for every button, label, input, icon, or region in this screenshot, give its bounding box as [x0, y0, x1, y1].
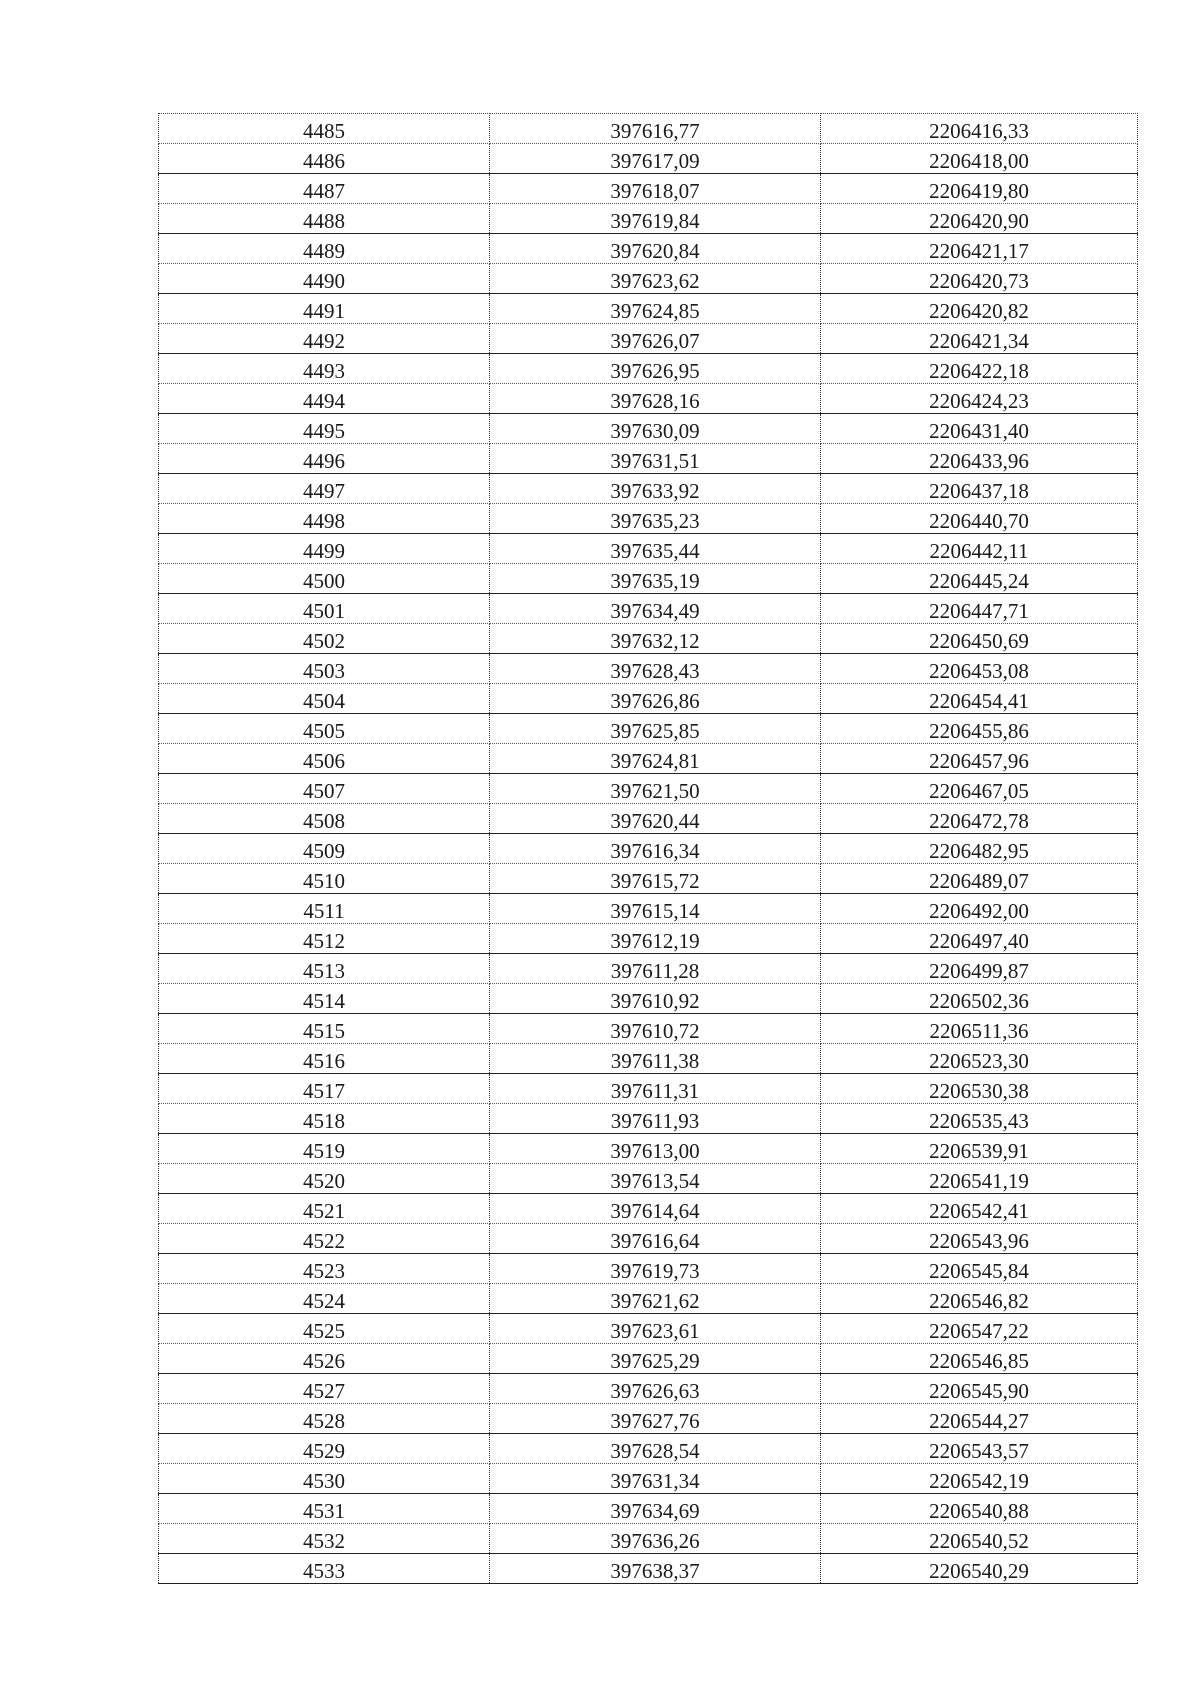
- table-row: [159, 1374, 1138, 1404]
- x-coordinate-cell: 397635,19: [490, 564, 821, 594]
- x-coordinate-cell: 397611,28: [490, 954, 821, 984]
- y-coordinate-cell: 2206499,87: [821, 954, 1138, 984]
- table-row: [159, 324, 1138, 354]
- table-row: [159, 1194, 1138, 1224]
- x-coordinate-cell: 397616,77: [490, 114, 821, 144]
- y-coordinate-cell: 2206523,30: [821, 1044, 1138, 1074]
- x-coordinate-cell: 397631,51: [490, 444, 821, 474]
- point-number-cell: 4504: [159, 684, 490, 714]
- point-number-cell: 4500: [159, 564, 490, 594]
- point-number-cell: 4528: [159, 1404, 490, 1434]
- table-row: [159, 1344, 1138, 1374]
- table-row: [159, 1074, 1138, 1104]
- x-coordinate-cell: 397634,49: [490, 594, 821, 624]
- coordinates-table-body: [159, 114, 1138, 1584]
- point-number-cell: 4511: [159, 894, 490, 924]
- y-coordinate-cell: 2206511,36: [821, 1014, 1138, 1044]
- point-number-cell: 4513: [159, 954, 490, 984]
- y-coordinate-cell: 2206453,08: [821, 654, 1138, 684]
- y-coordinate-cell: 2206420,90: [821, 204, 1138, 234]
- table-row: [159, 1434, 1138, 1464]
- x-coordinate-cell: 397620,84: [490, 234, 821, 264]
- y-coordinate-cell: 2206420,82: [821, 294, 1138, 324]
- x-coordinate-cell: 397619,84: [490, 204, 821, 234]
- table-row: [159, 1554, 1138, 1584]
- table-row: [159, 354, 1138, 384]
- y-coordinate-cell: 2206450,69: [821, 624, 1138, 654]
- table-row: [159, 1464, 1138, 1494]
- point-number-cell: 4529: [159, 1434, 490, 1464]
- x-coordinate-cell: 397611,31: [490, 1074, 821, 1104]
- point-number-cell: 4493: [159, 354, 490, 384]
- point-number-cell: 4486: [159, 144, 490, 174]
- point-number-cell: 4501: [159, 594, 490, 624]
- point-number-cell: 4520: [159, 1164, 490, 1194]
- x-coordinate-cell: 397617,09: [490, 144, 821, 174]
- table-row: [159, 474, 1138, 504]
- point-number-cell: 4532: [159, 1524, 490, 1554]
- y-coordinate-cell: 2206455,86: [821, 714, 1138, 744]
- y-coordinate-cell: 2206544,27: [821, 1404, 1138, 1434]
- table-row: [159, 234, 1138, 264]
- y-coordinate-cell: 2206540,88: [821, 1494, 1138, 1524]
- point-number-cell: 4523: [159, 1254, 490, 1284]
- x-coordinate-cell: 397627,76: [490, 1404, 821, 1434]
- x-coordinate-cell: 397638,37: [490, 1554, 821, 1584]
- y-coordinate-cell: 2206482,95: [821, 834, 1138, 864]
- y-coordinate-cell: 2206497,40: [821, 924, 1138, 954]
- y-coordinate-cell: 2206424,23: [821, 384, 1138, 414]
- y-coordinate-cell: 2206454,41: [821, 684, 1138, 714]
- x-coordinate-cell: 397625,29: [490, 1344, 821, 1374]
- x-coordinate-cell: 397616,64: [490, 1224, 821, 1254]
- x-coordinate-cell: 397613,00: [490, 1134, 821, 1164]
- x-coordinate-cell: 397616,34: [490, 834, 821, 864]
- table-row: [159, 744, 1138, 774]
- table-row: [159, 954, 1138, 984]
- y-coordinate-cell: 2206467,05: [821, 774, 1138, 804]
- table-row: [159, 654, 1138, 684]
- table-row: [159, 1224, 1138, 1254]
- y-coordinate-cell: 2206442,11: [821, 534, 1138, 564]
- y-coordinate-cell: 2206543,57: [821, 1434, 1138, 1464]
- table-row: [159, 864, 1138, 894]
- x-coordinate-cell: 397636,26: [490, 1524, 821, 1554]
- x-coordinate-cell: 397632,12: [490, 624, 821, 654]
- x-coordinate-cell: 397620,44: [490, 804, 821, 834]
- point-number-cell: 4499: [159, 534, 490, 564]
- y-coordinate-cell: 2206539,91: [821, 1134, 1138, 1164]
- table-row: [159, 504, 1138, 534]
- x-coordinate-cell: 397619,73: [490, 1254, 821, 1284]
- point-number-cell: 4526: [159, 1344, 490, 1374]
- point-number-cell: 4517: [159, 1074, 490, 1104]
- table-row: [159, 204, 1138, 234]
- table-row: [159, 444, 1138, 474]
- table-row: [159, 1164, 1138, 1194]
- table-row: [159, 294, 1138, 324]
- x-coordinate-cell: 397611,38: [490, 1044, 821, 1074]
- y-coordinate-cell: 2206502,36: [821, 984, 1138, 1014]
- y-coordinate-cell: 2206543,96: [821, 1224, 1138, 1254]
- table-row: [159, 594, 1138, 624]
- x-coordinate-cell: 397618,07: [490, 174, 821, 204]
- table-row: [159, 534, 1138, 564]
- point-number-cell: 4531: [159, 1494, 490, 1524]
- x-coordinate-cell: 397626,07: [490, 324, 821, 354]
- y-coordinate-cell: 2206545,84: [821, 1254, 1138, 1284]
- point-number-cell: 4533: [159, 1554, 490, 1584]
- table-row: [159, 1044, 1138, 1074]
- y-coordinate-cell: 2206457,96: [821, 744, 1138, 774]
- y-coordinate-cell: 2206421,17: [821, 234, 1138, 264]
- point-number-cell: 4509: [159, 834, 490, 864]
- point-number-cell: 4505: [159, 714, 490, 744]
- point-number-cell: 4516: [159, 1044, 490, 1074]
- table-row: [159, 834, 1138, 864]
- point-number-cell: 4489: [159, 234, 490, 264]
- point-number-cell: 4487: [159, 174, 490, 204]
- y-coordinate-cell: 2206542,41: [821, 1194, 1138, 1224]
- table-row: [159, 984, 1138, 1014]
- y-coordinate-cell: 2206489,07: [821, 864, 1138, 894]
- point-number-cell: 4503: [159, 654, 490, 684]
- table-row: [159, 264, 1138, 294]
- point-number-cell: 4515: [159, 1014, 490, 1044]
- y-coordinate-cell: 2206422,18: [821, 354, 1138, 384]
- point-number-cell: 4490: [159, 264, 490, 294]
- y-coordinate-cell: 2206535,43: [821, 1104, 1138, 1134]
- point-number-cell: 4525: [159, 1314, 490, 1344]
- table-row: [159, 1524, 1138, 1554]
- x-coordinate-cell: 397635,44: [490, 534, 821, 564]
- x-coordinate-cell: 397628,43: [490, 654, 821, 684]
- x-coordinate-cell: 397623,61: [490, 1314, 821, 1344]
- point-number-cell: 4519: [159, 1134, 490, 1164]
- y-coordinate-cell: 2206547,22: [821, 1314, 1138, 1344]
- x-coordinate-cell: 397624,81: [490, 744, 821, 774]
- x-coordinate-cell: 397630,09: [490, 414, 821, 444]
- table-row: [159, 1404, 1138, 1434]
- y-coordinate-cell: 2206530,38: [821, 1074, 1138, 1104]
- x-coordinate-cell: 397628,54: [490, 1434, 821, 1464]
- y-coordinate-cell: 2206431,40: [821, 414, 1138, 444]
- x-coordinate-cell: 397624,85: [490, 294, 821, 324]
- point-number-cell: 4494: [159, 384, 490, 414]
- x-coordinate-cell: 397614,64: [490, 1194, 821, 1224]
- point-number-cell: 4492: [159, 324, 490, 354]
- y-coordinate-cell: 2206540,29: [821, 1554, 1138, 1584]
- x-coordinate-cell: 397626,63: [490, 1374, 821, 1404]
- table-row: [159, 684, 1138, 714]
- point-number-cell: 4485: [159, 114, 490, 144]
- x-coordinate-cell: 397612,19: [490, 924, 821, 954]
- x-coordinate-cell: 397626,86: [490, 684, 821, 714]
- table-row: [159, 1254, 1138, 1284]
- point-number-cell: 4510: [159, 864, 490, 894]
- coordinates-table: [158, 113, 1138, 1584]
- x-coordinate-cell: 397611,93: [490, 1104, 821, 1134]
- y-coordinate-cell: 2206542,19: [821, 1464, 1138, 1494]
- table-row: [159, 1104, 1138, 1134]
- x-coordinate-cell: 397623,62: [490, 264, 821, 294]
- point-number-cell: 4506: [159, 744, 490, 774]
- table-row: [159, 924, 1138, 954]
- y-coordinate-cell: 2206440,70: [821, 504, 1138, 534]
- table-row: [159, 564, 1138, 594]
- point-number-cell: 4518: [159, 1104, 490, 1134]
- table-row: [159, 1014, 1138, 1044]
- table-row: [159, 774, 1138, 804]
- point-number-cell: 4527: [159, 1374, 490, 1404]
- y-coordinate-cell: 2206437,18: [821, 474, 1138, 504]
- point-number-cell: 4502: [159, 624, 490, 654]
- x-coordinate-cell: 397621,50: [490, 774, 821, 804]
- y-coordinate-cell: 2206433,96: [821, 444, 1138, 474]
- point-number-cell: 4497: [159, 474, 490, 504]
- table-row: [159, 174, 1138, 204]
- x-coordinate-cell: 397613,54: [490, 1164, 821, 1194]
- table-row: [159, 1134, 1138, 1164]
- y-coordinate-cell: 2206421,34: [821, 324, 1138, 354]
- x-coordinate-cell: 397631,34: [490, 1464, 821, 1494]
- point-number-cell: 4488: [159, 204, 490, 234]
- table-row: [159, 414, 1138, 444]
- table-row: [159, 624, 1138, 654]
- point-number-cell: 4521: [159, 1194, 490, 1224]
- table-row: [159, 144, 1138, 174]
- table-row: [159, 804, 1138, 834]
- point-number-cell: 4512: [159, 924, 490, 954]
- y-coordinate-cell: 2206546,82: [821, 1284, 1138, 1314]
- y-coordinate-cell: 2206472,78: [821, 804, 1138, 834]
- table-row: [159, 114, 1138, 144]
- table-row: [159, 894, 1138, 924]
- point-number-cell: 4514: [159, 984, 490, 1014]
- y-coordinate-cell: 2206420,73: [821, 264, 1138, 294]
- y-coordinate-cell: 2206545,90: [821, 1374, 1138, 1404]
- table-row: [159, 1284, 1138, 1314]
- x-coordinate-cell: 397610,72: [490, 1014, 821, 1044]
- point-number-cell: 4524: [159, 1284, 490, 1314]
- point-number-cell: 4498: [159, 504, 490, 534]
- x-coordinate-cell: 397610,92: [490, 984, 821, 1014]
- y-coordinate-cell: 2206447,71: [821, 594, 1138, 624]
- table-row: [159, 1494, 1138, 1524]
- x-coordinate-cell: 397628,16: [490, 384, 821, 414]
- x-coordinate-cell: 397615,14: [490, 894, 821, 924]
- x-coordinate-cell: 397633,92: [490, 474, 821, 504]
- y-coordinate-cell: 2206418,00: [821, 144, 1138, 174]
- x-coordinate-cell: 397615,72: [490, 864, 821, 894]
- point-number-cell: 4507: [159, 774, 490, 804]
- y-coordinate-cell: 2206546,85: [821, 1344, 1138, 1374]
- x-coordinate-cell: 397625,85: [490, 714, 821, 744]
- point-number-cell: 4495: [159, 414, 490, 444]
- y-coordinate-cell: 2206445,24: [821, 564, 1138, 594]
- point-number-cell: 4491: [159, 294, 490, 324]
- table-row: [159, 384, 1138, 414]
- point-number-cell: 4530: [159, 1464, 490, 1494]
- y-coordinate-cell: 2206419,80: [821, 174, 1138, 204]
- x-coordinate-cell: 397621,62: [490, 1284, 821, 1314]
- y-coordinate-cell: 2206541,19: [821, 1164, 1138, 1194]
- table-row: [159, 714, 1138, 744]
- y-coordinate-cell: 2206416,33: [821, 114, 1138, 144]
- x-coordinate-cell: 397634,69: [490, 1494, 821, 1524]
- table-row: [159, 1314, 1138, 1344]
- point-number-cell: 4496: [159, 444, 490, 474]
- x-coordinate-cell: 397635,23: [490, 504, 821, 534]
- point-number-cell: 4522: [159, 1224, 490, 1254]
- y-coordinate-cell: 2206540,52: [821, 1524, 1138, 1554]
- x-coordinate-cell: 397626,95: [490, 354, 821, 384]
- y-coordinate-cell: 2206492,00: [821, 894, 1138, 924]
- point-number-cell: 4508: [159, 804, 490, 834]
